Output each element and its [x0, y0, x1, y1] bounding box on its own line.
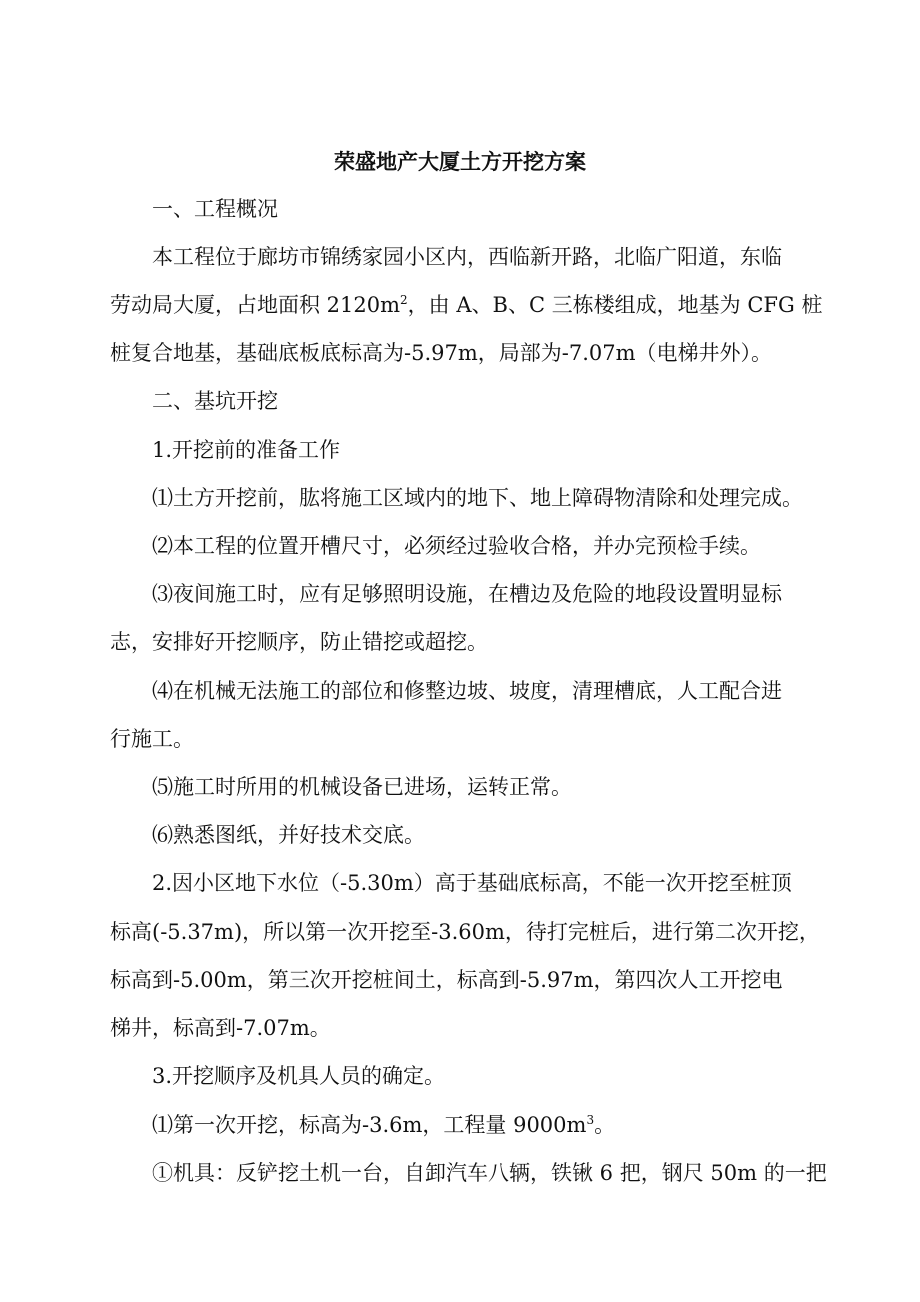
- document-title: 荣盛地产大厦土方开挖方案: [334, 149, 586, 174]
- list-item: ⑴第一次开挖，标高为-3.6m，工程量 $9000m^3$。: [152, 1113, 616, 1137]
- paragraph-line: 标高(-5.37m)，所以第一次开挖至-3.60m，待打完桩后，进行第二次开挖，: [110, 920, 820, 944]
- list-item: ⑶夜间施工时，应有足够照明设施，在槽边及危险的地段设置明显标: [152, 582, 782, 606]
- list-item: ⑷在机械无法施工的部位和修整边坡、坡度，清理槽底，人工配合进: [152, 679, 782, 703]
- list-item: ⑸施工时所用的机械设备已进场，运转正常。: [152, 775, 572, 799]
- list-item: ⑹熟悉图纸，并好技术交底。: [152, 823, 425, 847]
- subsection-heading: 3.开挖顺序及机具人员的确定。: [152, 1064, 446, 1088]
- list-item-continuation: 行施工。: [110, 727, 194, 751]
- paragraph-line: 桩复合地基，基础底板底标高为-5.97m，局部为-7.07m（电梯井外）。: [110, 341, 773, 365]
- list-item: ①机具：反铲挖土机一台，自卸汽车八辆，铁锹 6 把，钢尺 50m 的一把: [152, 1161, 827, 1185]
- section-heading-2: 二、基坑开挖: [152, 389, 278, 413]
- subsection-heading: 1.开挖前的准备工作: [152, 438, 341, 462]
- paragraph-line: 劳动局大厦，占地面积 $2120m^2$，由 A、B、C 三栋楼组成，地基为 CFG 桩: [110, 293, 823, 317]
- paragraph-line: 梯井，标高到-7.07m。: [110, 1016, 331, 1040]
- list-item-continuation: 志，安排好开挖顺序，防止错挖或超挖。: [110, 630, 488, 654]
- paragraph-line: 标高到-5.00m，第三次开挖桩间土，标高到-5.97m，第四次人工开挖电: [110, 968, 783, 992]
- list-item: ⑴土方开挖前，肱将施工区域内的地下、地上障碍物清除和处理完成。: [152, 486, 803, 510]
- paragraph-line: 2.因小区地下水位（-5.30m）高于基础底标高，不能一次开挖至桩顶: [152, 871, 792, 895]
- section-heading-1: 一、工程概况: [152, 197, 278, 221]
- paragraph-line: 本工程位于廊坊市锦绣家园小区内，西临新开路，北临广阳道，东临: [152, 245, 782, 269]
- list-item: ⑵本工程的位置开槽尺寸，必须经过验收合格，并办完预检手续。: [152, 534, 761, 558]
